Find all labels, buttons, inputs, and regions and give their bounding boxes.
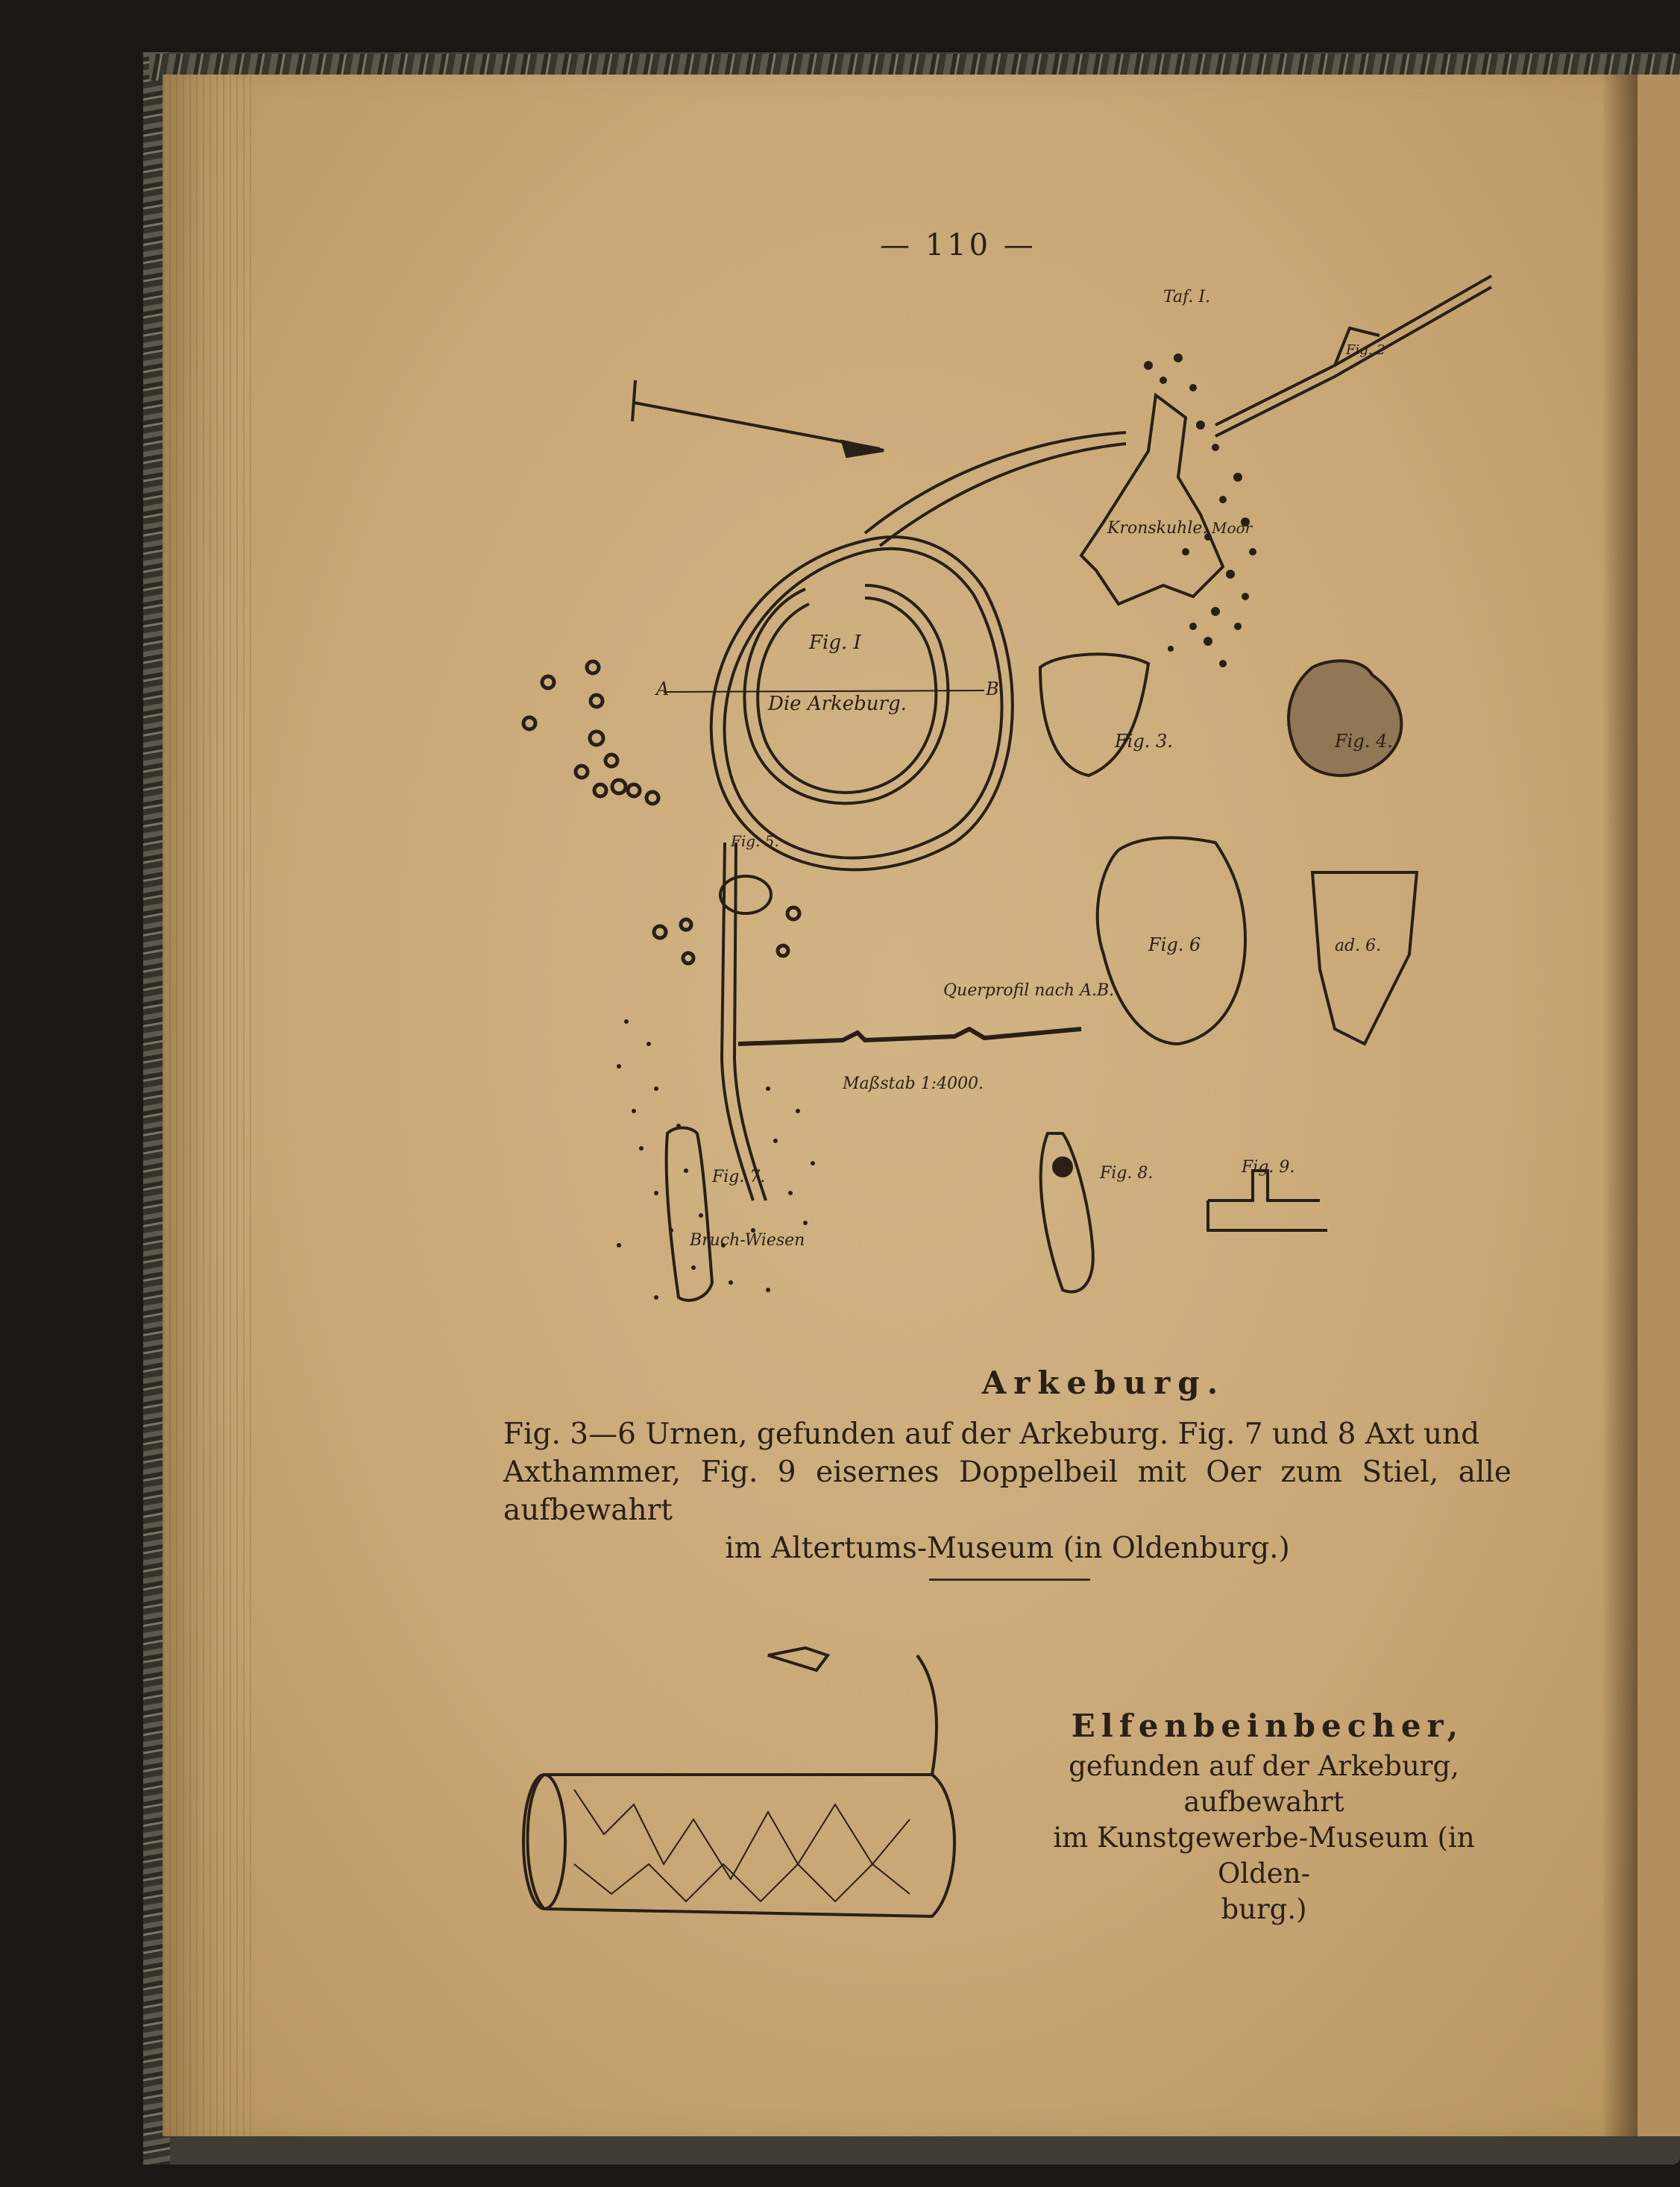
section-divider xyxy=(929,1579,1090,1581)
urn-fig3 xyxy=(1040,654,1148,775)
moor-label: Moor xyxy=(1212,519,1253,537)
ad6-label: ad. 6. xyxy=(1335,937,1382,955)
caption-line-3: im Altertums-Museum (in Oldenburg.) xyxy=(725,1532,1290,1565)
hallmark xyxy=(768,1648,828,1670)
page-number: — 110 — xyxy=(880,228,1036,262)
facing-page-edge xyxy=(1637,75,1680,2136)
fig1-label: Fig. I xyxy=(809,632,861,654)
south-path-edge xyxy=(734,843,766,1201)
querprofil-label: Querprofil nach A.B. xyxy=(943,981,1115,1000)
north-arrow xyxy=(632,380,884,456)
ivory-title: Elfenbeinbecher, xyxy=(1071,1708,1465,1744)
cross-profile xyxy=(738,1029,1081,1044)
road-lower xyxy=(880,444,1126,546)
meadow-stipple xyxy=(617,1019,815,1300)
page-edges xyxy=(163,75,252,2136)
point-b-label: B xyxy=(986,679,999,699)
fig6-label: Fig. 6 xyxy=(1148,934,1201,955)
axe-fig7 xyxy=(667,1128,712,1300)
arkeburg-label: Die Arkeburg. xyxy=(768,693,907,715)
sherd-ad6 xyxy=(1312,872,1417,1044)
cup-body xyxy=(528,1775,955,1916)
fig3-label: Fig. 3. xyxy=(1115,731,1173,752)
hammer-hole xyxy=(1054,1158,1072,1176)
scale-label: Maßstab 1:4000. xyxy=(843,1074,984,1093)
fig8-label: Fig. 8. xyxy=(1100,1164,1154,1183)
bruch-wiesen-label: Bruch-Wiesen xyxy=(690,1231,805,1250)
ivory-line-2: im Kunstgewerbe-Museum (in Olden- xyxy=(1053,1822,1475,1889)
vessel-fig5 xyxy=(720,876,771,913)
fig9-label: Fig. 9. xyxy=(1242,1158,1295,1177)
fig4-label: Fig. 4. xyxy=(1335,731,1393,752)
cup-edge xyxy=(917,1655,937,1775)
road-upper xyxy=(865,432,1126,533)
caption-text xyxy=(503,1415,1511,1567)
double-axe-fig9 xyxy=(1208,1171,1327,1230)
kronskuhle-label: Kronskuhle. xyxy=(1107,519,1208,538)
fig7-label: Fig. 7. xyxy=(712,1168,766,1186)
cup-carving xyxy=(574,1790,910,1901)
fig5-label: Fig. 5. xyxy=(731,832,779,850)
hammer-fig8 xyxy=(1041,1133,1093,1292)
plate-label: Taf. I. xyxy=(1163,288,1211,306)
point-a-label: A xyxy=(656,679,670,699)
caption-line-2: Axthammer, Fig. 9 eisernes Doppelbeil mit Oer zum Stiel, alle aufbewahrt xyxy=(503,1456,1511,1527)
caption-title: Arkeburg. xyxy=(981,1365,1226,1401)
fig2-label: Fig. 2 xyxy=(1346,342,1385,358)
ivory-line-1: gefunden auf der Arkeburg, aufbewahrt xyxy=(1069,1750,1459,1818)
ivory-cup-drawing xyxy=(515,1640,977,1954)
cup-rim xyxy=(523,1775,565,1909)
ivory-line-3: burg.) xyxy=(1221,1893,1307,1925)
caption-line-1: Fig. 3—6 Urnen, gefunden auf der Arkeburg. Fig. 7 und 8 Axt und xyxy=(503,1417,1480,1451)
arkeburg-plate xyxy=(507,254,1506,1342)
page-gutter xyxy=(1603,75,1637,2136)
ivory-text xyxy=(1010,1749,1517,1928)
urn-fig4 xyxy=(1289,661,1401,775)
